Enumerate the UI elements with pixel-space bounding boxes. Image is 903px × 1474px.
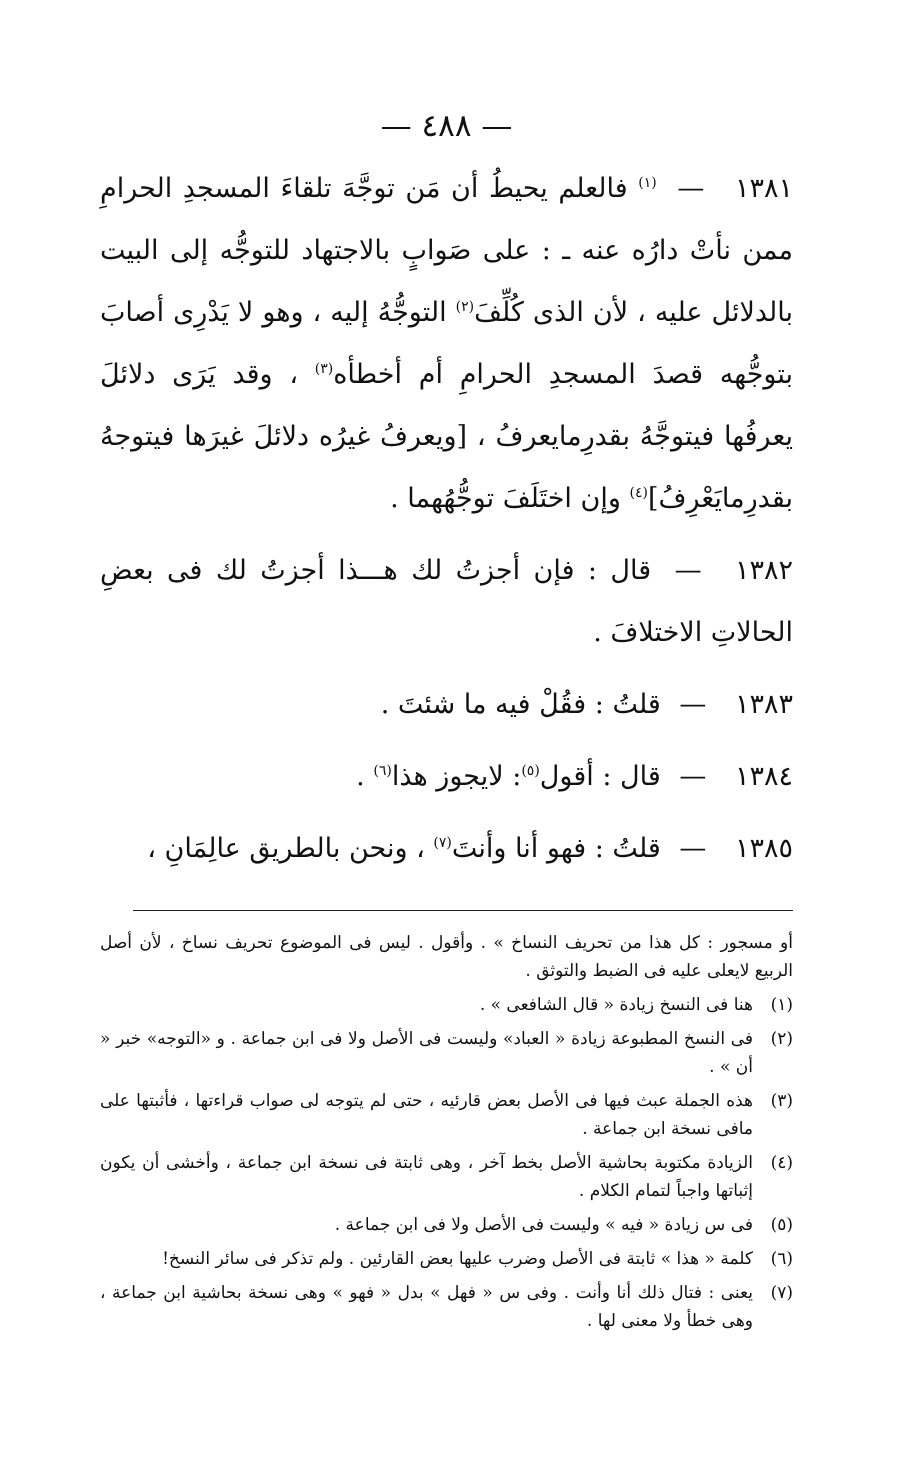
main-text xyxy=(100,158,793,880)
paragraph-dash: — xyxy=(674,555,702,586)
paragraph-1384 xyxy=(100,746,793,808)
paragraph-text: ، وقد يَرَى دلائلَ يعرفُها فيتوجَّهُ بقدرِمايعرفُ ، [ويعرفُ غيرُه دلائلَ غيرَها فيتوجهُ بقدرِمايَعْرِفُ] xyxy=(100,359,793,514)
footnote-6 xyxy=(100,1245,793,1273)
paragraph-text: وإن اختَلَفَ توجُّهُهما . xyxy=(390,483,621,514)
footnote-text: فى النسخ المطبوعة زيادة « العباد» وليست فى الأصل ولا فى ابن جماعة . و «التوجه» خبر « أن » . xyxy=(100,1029,753,1077)
footnote-7 xyxy=(100,1279,793,1335)
footnote-2 xyxy=(100,1025,793,1081)
footnote-4 xyxy=(100,1149,793,1205)
footnotes xyxy=(100,929,793,1335)
paragraph-text: : لايجوز هذا xyxy=(391,761,522,792)
paragraph-number: ١٣٨٣ xyxy=(734,689,793,720)
footnote-text: الزيادة مكتوبة بحاشية الأصل بخط آخر ، وهى ثابتة فى نسخة ابن جماعة ، وأخشى أن يكون إثباتها واجباً لتمام الكلام . xyxy=(100,1153,753,1201)
paragraph-1385 xyxy=(100,818,793,880)
paragraph-dash: — xyxy=(679,689,707,720)
footnote-marker: (٢) xyxy=(770,1029,793,1049)
paragraph-text: قال : أقول xyxy=(539,761,661,792)
paragraph-text: التوجُّهُ إليه ، وهو لا يَدْرِى أصابَ بتوجُّهه قصدَ المسجدِ الحرامِ أم أخطأه xyxy=(100,297,793,390)
footnote-ref-5: (٥) xyxy=(521,763,540,779)
paragraph-text: قلتُ : فقُلْ فيه ما شئتَ . xyxy=(380,689,661,720)
footnote-3 xyxy=(100,1087,793,1143)
paragraph-number: ١٣٨٥ xyxy=(734,833,793,864)
page-number: — ٤٨٨ — xyxy=(380,108,513,144)
paragraph-number: ١٣٨١ xyxy=(734,173,793,204)
footnote-continuation: أو مسجور : كل هذا من تحريف النساخ » . وأقول . ليس فى الموضوع تحريف نساخ ، لأن أصل الربيع لايعلى عليه فى الضبط والتوثق . xyxy=(100,933,793,981)
paragraph-dash: — xyxy=(679,761,707,792)
footnote-text: كلمة « هذا » ثابتة فى الأصل وضرب عليها بعض القارئين . ولم تذكر فى سائر النسخ! xyxy=(162,1249,753,1269)
footnote-5 xyxy=(100,1211,793,1239)
paragraph-text: فالعلم يحيطُ أن مَن توجَّهَ تلقاءَ المسجدِ الحرامِ ممن نأتْ دارُه عنه ـ : على صَوابٍ بالاجتهاد للتوجُّه إلى البيت بالدلائل عليه ، لأن الذى كُلِّفَ xyxy=(100,173,794,328)
footnote-marker: (٥) xyxy=(770,1215,793,1235)
paragraph-1381 xyxy=(100,158,793,530)
footnote-marker: (١) xyxy=(770,995,793,1015)
footnote-text: يعنى : فتال ذلك أنا وأنت . وفى س « فهل » بدل « فهو » وهى نسخة بحاشية ابن جماعة ، وهى خطأ ولا معنى لها . xyxy=(100,1283,753,1331)
footnote-ref-4: (٤) xyxy=(629,485,648,501)
footnote-ref-7: (٧) xyxy=(433,835,452,851)
paragraph-text: ، ونحن بالطريق عالِمَانِ ، xyxy=(147,833,425,864)
paragraph-text: . xyxy=(356,761,365,792)
paragraph-1382 xyxy=(100,540,793,664)
paragraph-number: ١٣٨٢ xyxy=(734,555,793,586)
footnote-text: هنا فى النسخ زيادة « قال الشافعى » . xyxy=(479,995,753,1015)
paragraph-text: قلتُ : فهو أنا وأنتَ xyxy=(451,833,661,864)
paragraph-number: ١٣٨٤ xyxy=(734,761,793,792)
footnote-1 xyxy=(100,991,793,1019)
footnote-ref-1: (١) xyxy=(638,175,657,191)
footnote-text: فى س زيادة « فيه » وليست فى الأصل ولا فى ابن جماعة . xyxy=(334,1215,753,1235)
footnote-marker: (٣) xyxy=(770,1091,793,1111)
paragraph-1383 xyxy=(100,674,793,736)
footnote-marker: (٧) xyxy=(770,1283,793,1303)
footnote-ref-3: (٣) xyxy=(314,361,334,377)
footnote-divider xyxy=(133,910,793,911)
footnote-marker: (٦) xyxy=(770,1249,793,1269)
paragraph-text: قال : فإن أجزتُ لك هـــذا أجزتُ لك فى بعضِ الحالاتِ الاختلافَ . xyxy=(100,555,793,648)
footnote-marker: (٤) xyxy=(770,1153,793,1173)
footnote-ref-6: (٦) xyxy=(373,763,392,779)
paragraph-dash: — xyxy=(677,173,705,204)
footnote-ref-2: (٢) xyxy=(455,299,475,315)
paragraph-dash: — xyxy=(679,833,707,864)
footnote-text: هذه الجملة عبث فيها فى الأصل بعض قارئيه ، حتى لم يتوجه لى صواب قراءتها ، فأثبتها على مافى نسخة ابن جماعة . xyxy=(100,1091,753,1139)
